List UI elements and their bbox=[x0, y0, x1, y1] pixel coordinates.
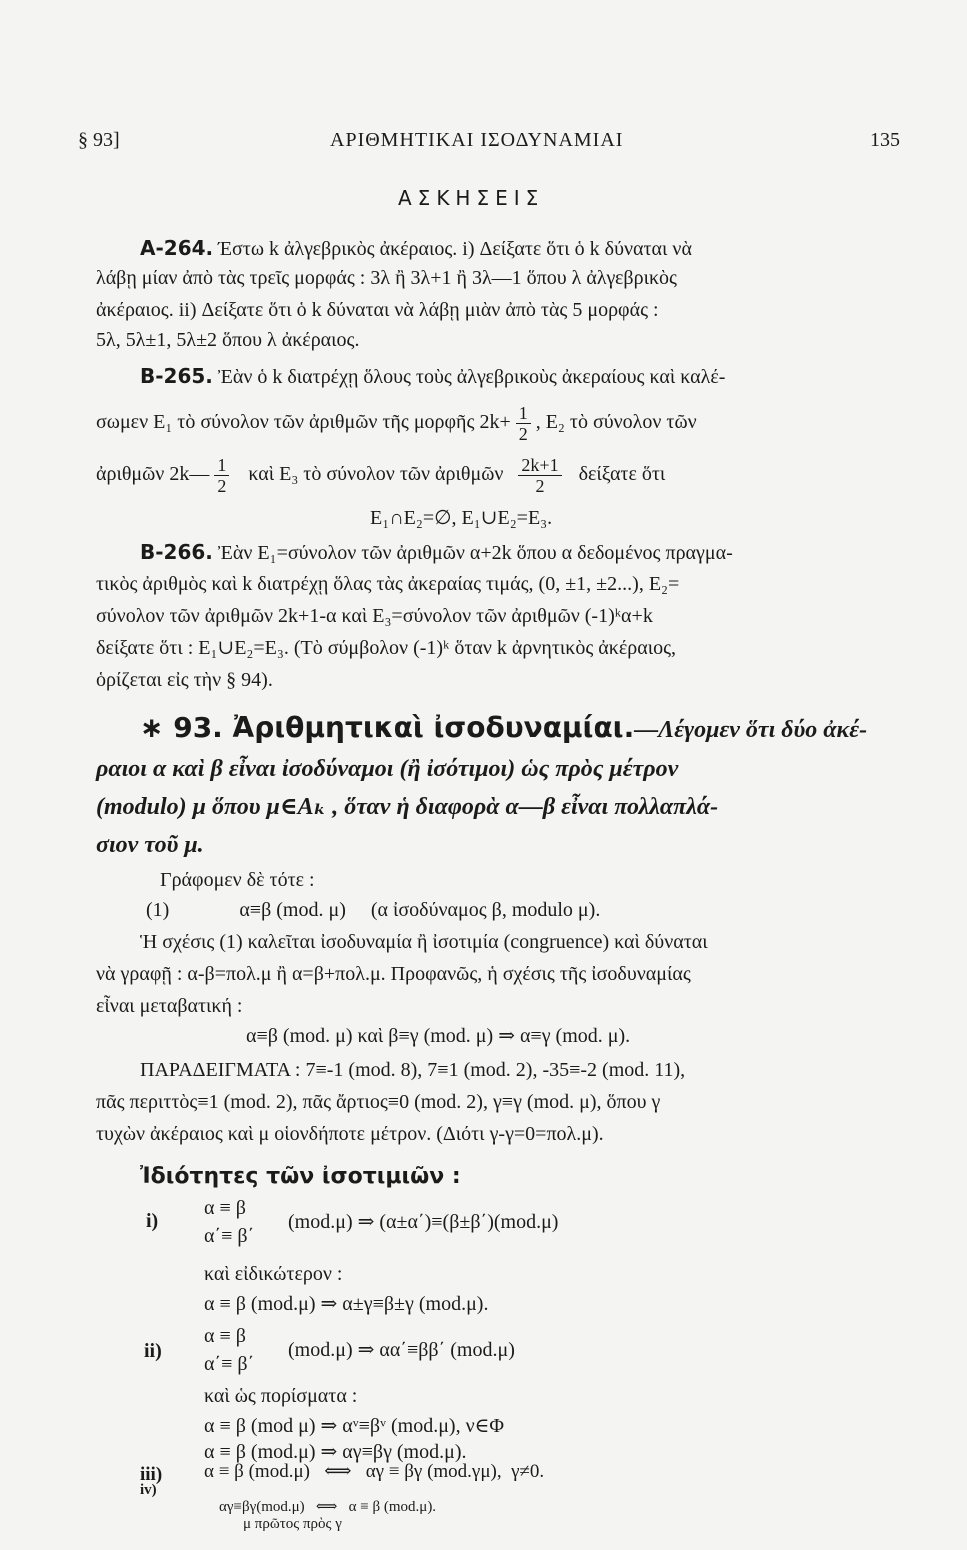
exercise-b266-line-2: τικὸς ἀριθμὸς καὶ k διατρέχῃ ὅλας τὰς ἀκεραίας τιμάς, (0, ±1, ±2...), E₂= bbox=[96, 573, 680, 595]
property-ii-corollaries: καὶ ὡς πορίσματα : bbox=[204, 1385, 358, 1407]
exercise-label: Β-265. bbox=[140, 364, 213, 388]
exercise-label: Β-266. bbox=[140, 540, 213, 564]
fraction: $\frac{2k+1}{2}$ bbox=[518, 455, 561, 496]
property-i-bottom: α΄≡ β΄ bbox=[204, 1225, 255, 1247]
property-iv-note: μ πρῶτος πρὸς γ bbox=[243, 1516, 342, 1532]
property-ii-label: ii) bbox=[144, 1340, 162, 1362]
examples-line-3: τυχὼν ἀκέραιος καὶ μ οἱονδήποτε μέτρον. (Διότι γ-γ=0=πολ.μ). bbox=[96, 1123, 604, 1145]
exercise-a264-line-1: Α-264. Έστω k ἀλγεβρικὸς ἀκέραιος. i) Δείξατε ὅτι ὁ k δύναται νὰ bbox=[140, 236, 692, 260]
examples-line-1: ΠΑΡΑΔΕΙΓΜΑΤΑ : 7≡-1 (mod. 8), 7≡1 (mod. 2), -35≡-2 (mod. 11), bbox=[140, 1059, 686, 1081]
property-ii-rest: (mod.μ) ⇒ αα΄≡ββ΄ (mod.μ) bbox=[288, 1339, 515, 1361]
relation-line-3: εἶναι μεταβατική : bbox=[96, 995, 243, 1017]
section-93-heading: ∗ 93. Ἀριθμητικαὶ ἰσοδυναμίαι.—Λέγομεν ὅτι δύο ἀκέ- bbox=[140, 711, 868, 744]
exercise-b265-set-relations: E₁∩E₂=∅, E₁∪E₂=E₃. bbox=[370, 507, 553, 529]
property-i-rest: (mod.μ) ⇒ (α±α΄)≡(β±β΄)(mod.μ) bbox=[288, 1211, 559, 1233]
property-i-top: α ≡ β bbox=[204, 1197, 246, 1219]
exercise-b266-line-3: σύνολον τῶν ἀριθμῶν 2k+1-α καὶ E₃=σύνολον τῶν ἀριθμῶν (-1)ᵏα+k bbox=[96, 605, 653, 627]
exercise-b265-line-1: Β-265. Ἐὰν ὁ k διατρέχῃ ὅλους τοὺς ἀλγεβρικοὺς ἀκεραίους καὶ καλέ- bbox=[140, 364, 726, 388]
property-ii-equation-2: α ≡ β (mod.μ) ⇒ αγ≡βγ (mod.μ). bbox=[204, 1441, 467, 1463]
definition-line-3: (modulo) μ ὅπου μ∈Aₖ , ὅταν ἡ διαφορὰ α—β εἶναι πολλαπλά- bbox=[96, 794, 719, 820]
property-iii-label: iii) bbox=[140, 1464, 163, 1485]
properties-heading: Ἰδιότητες τῶν ἰσοτιμιῶν : bbox=[140, 1164, 461, 1189]
exercise-a264-line-3: ἀκέραιος. ii) Δείξατε ὅτι ὁ k δύναται νὰ λάβῃ μιὰν ἀπὸ τὰς 5 μορφάς : bbox=[96, 299, 659, 321]
exercise-b265-line-2: σωμεν E₁ τὸ σύνολον τῶν ἀριθμῶν τῆς μορφῆς 2k+ $\frac{1}{2}$ , E₂ τὸ σύνολον τῶν bbox=[96, 402, 697, 444]
section-marker: § 93] bbox=[78, 129, 120, 151]
property-i-label: i) bbox=[146, 1210, 159, 1232]
equation-1: (1) α≡β (mod. μ) (α ἰσοδύναμος β, modulo μ). bbox=[146, 899, 601, 921]
transitivity-equation: α≡β (mod. μ) καὶ β≡γ (mod. μ) ⇒ α≡γ (mod. μ). bbox=[246, 1025, 631, 1047]
relation-line-1: Ἡ σχέσις (1) καλεῖται ἰσοδυναμία ἢ ἰσοτιμία (congruence) καὶ δύναται bbox=[140, 931, 708, 953]
property-iv-label: iv) bbox=[140, 1482, 157, 1498]
definition-line-4: σιον τοῦ μ. bbox=[96, 832, 204, 858]
exercise-b265-line-3: ἀριθμῶν 2k— $\frac{1}{2}$ καὶ E₃ τὸ σύνολον τῶν ἀριθμῶν $\frac{2k+1}{2}$ δείξατε ὅτι bbox=[96, 454, 666, 496]
property-ii-top: α ≡ β bbox=[204, 1325, 246, 1347]
section-title: ∗ 93. Ἀριθμητικαὶ ἰσοδυναμίαι. bbox=[140, 711, 635, 744]
page-number: 135 bbox=[870, 129, 900, 151]
property-ii-equation-1: α ≡ β (mod μ) ⇒ αᵛ≡βᵛ (mod.μ), ν∈Φ bbox=[204, 1415, 505, 1437]
definition-line-2: ραιοι α καὶ β εἶναι ἰσοδύναμοι (ἢ ἰσότιμοι) ὡς πρὸς μέτρον bbox=[96, 756, 679, 782]
fraction: $\frac{1}{2}$ bbox=[214, 455, 229, 496]
exercise-label: Α-264. bbox=[140, 236, 214, 260]
exercise-a264-line-2: λάβῃ μίαν ἀπὸ τὰς τρεῖς μορφάς : 3λ ἢ 3λ+1 ἢ 3λ—1 ὅπου λ ἀλγεβρικὸς bbox=[96, 267, 677, 289]
property-iv-equation: αγ≡βγ(mod.μ) ⟺ α ≡ β (mod.μ). μ πρῶτος πρὸς γ bbox=[219, 1499, 437, 1532]
body-write: Γράφομεν δὲ τότε : bbox=[160, 869, 315, 891]
exercise-b266-line-1: Β-266. Ἐὰν E₁=σύνολον τῶν ἀριθμῶν α+2k ὅπου α δεδομένος πραγμα- bbox=[140, 540, 733, 564]
exercise-b266-line-5: ὁρίζεται εἰς τὴν § 94). bbox=[96, 669, 273, 691]
property-iii-equation: α ≡ β (mod.μ) ⟺ αγ ≡ βγ (mod.γμ), γ≠0. bbox=[204, 1461, 545, 1482]
property-i-equation: α ≡ β (mod.μ) ⇒ α±γ≡β±γ (mod.μ). bbox=[204, 1293, 489, 1315]
relation-line-2: νὰ γραφῇ : α-β=πολ.μ ἢ α=β+πολ.μ. Προφανῶς, ἡ σχέσις τῆς ἰσοδυναμίας bbox=[96, 963, 691, 985]
exercise-a264-line-4: 5λ, 5λ±1, 5λ±2 ὅπου λ ἀκέραιος. bbox=[96, 329, 360, 351]
running-title: ΑΡΙΘΜΗΤΙΚΑΙ ΙΣΟΔΥΝΑΜΙΑΙ bbox=[330, 129, 624, 151]
examples-line-2: πᾶς περιττὸς≡1 (mod. 2), πᾶς ἄρτιος≡0 (mod. 2), γ≡γ (mod. μ), ὅπου γ bbox=[96, 1091, 661, 1113]
property-ii-bottom: α΄≡ β΄ bbox=[204, 1353, 255, 1375]
property-i-special: καὶ εἰδικώτερον : bbox=[204, 1263, 343, 1285]
fraction: $\frac{1}{2}$ bbox=[516, 403, 531, 444]
exercise-b266-line-4: δείξατε ὅτι : E₁∪E₂=E₃. (Τὸ σύμβολον (-1)ᵏ ὅταν k ἀρνητικὸς ἀκέραιος, bbox=[96, 637, 677, 659]
exercises-heading: ΑΣΚΗΣΕΙΣ bbox=[398, 186, 545, 210]
